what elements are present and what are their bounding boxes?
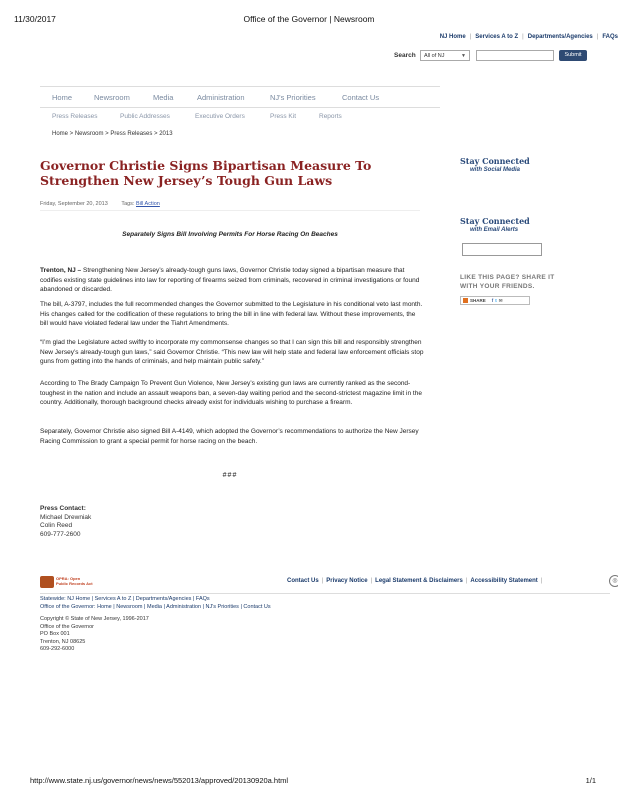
footer-divider xyxy=(40,593,610,594)
article-title: Governor Christie Signs Bipartisan Measure To Strengthen New Jersey’s Tough Gun Laws xyxy=(40,158,372,188)
main-nav xyxy=(40,86,440,108)
subnav-executive-orders[interactable]: Executive Orders xyxy=(195,113,245,120)
opra-logo[interactable] xyxy=(40,575,96,589)
dateline: Trenton, NJ – xyxy=(40,267,82,274)
page-number: 1/1 xyxy=(585,776,596,785)
footer-accessibility[interactable]: Accessibility Statement xyxy=(470,578,538,584)
stay-connected-social[interactable] xyxy=(460,156,530,173)
article-subtitle: Separately Signs Bill Involving Permits For Horse Racing On Beaches xyxy=(122,231,338,238)
footer-statewide[interactable]: Statewide: NJ Home | Services A to Z | Departments/Agencies | FAQs xyxy=(40,596,210,602)
share-button[interactable] xyxy=(460,296,530,305)
paragraph-3: “I’m glad the Legislature acted swiftly to incorporate my commonsense changes so that I can sign this bill and responsibly strengthen New Jersey’s already-tough gun laws,” said Governor Christie. “This new law will help state and federal law enforcement officials stop guns from getting into the hands of criminals, and help maintain public safety.” xyxy=(40,339,424,366)
footer-address xyxy=(40,616,149,654)
opra-logo-text xyxy=(56,576,93,586)
paragraph-1 xyxy=(40,266,425,295)
stay-connected-email[interactable] xyxy=(460,216,530,233)
print-url: http://www.state.nj.us/governor/news/news/552013/approved/20130920a.html xyxy=(30,776,289,785)
toplink-nj-home[interactable]: NJ Home xyxy=(439,34,466,40)
search-scope-value: All of NJ xyxy=(424,53,445,59)
search-bar xyxy=(394,50,618,62)
share-prompt-line-1: LIKE THIS PAGE? SHARE IT xyxy=(460,274,555,281)
top-links: NJ Home | Services A to Z | Departments/Agencies | FAQs xyxy=(439,34,618,40)
address-phone: 609-292-6000 xyxy=(40,646,75,652)
search-submit-button[interactable]: Submit xyxy=(559,50,587,61)
nav-media[interactable]: Media xyxy=(153,93,174,102)
search-label: Search xyxy=(394,52,416,59)
copyright: Copyright © State of New Jersey, 1996-2017 xyxy=(40,616,149,622)
nav-home[interactable]: Home xyxy=(52,93,73,102)
toplink-services[interactable]: Services A to Z xyxy=(475,34,519,40)
toplink-departments[interactable]: Departments/Agencies xyxy=(527,34,593,40)
paragraph-2: The bill, A-3797, includes the full recommended changes the Governor submitted to the Legislature in his conditional veto last month. His changes called for the codification of these regulations to bring the bill in line with federal law. Without these improvements, the bill would have violated federal law under the Tiahrt Amendments. xyxy=(40,301,423,328)
footer-legal[interactable]: Legal Statement & Disclaimers xyxy=(375,578,463,584)
print-title: Office of the Governor | Newsroom xyxy=(243,14,375,24)
state-seal-icon: ◎ xyxy=(609,575,618,587)
share-label: SHARE xyxy=(470,298,486,303)
address-line: PO Box 001 xyxy=(40,631,70,637)
search-input[interactable] xyxy=(476,50,554,61)
press-contact-heading: Press Contact: xyxy=(40,505,86,512)
press-contact-phone: 609-777-2600 xyxy=(40,530,81,538)
paragraph-1-text: Strengthening New Jersey’s already-tough guns laws, Governor Christie today signed a bipartisan measure that codifies existing state guidelines into law for reporting of firearms seized from criminals, recovered in criminal investigations or found abandoned or discarded. xyxy=(40,267,420,294)
opra-logo-icon xyxy=(40,576,54,588)
press-contact-name: Michael Drewniak xyxy=(40,513,92,521)
footer-contact[interactable]: Contact Us xyxy=(287,578,319,584)
footer-links: Contact Us | Privacy Notice | Legal Statement & Disclaimers | Accessibility Statement | xyxy=(287,578,543,584)
toplink-faqs[interactable]: FAQs xyxy=(602,34,618,40)
address-line: Trenton, NJ 08625 xyxy=(40,638,86,645)
facebook-icon: f xyxy=(491,298,494,303)
print-date: 11/30/2017 xyxy=(14,14,56,24)
press-contact xyxy=(40,505,91,539)
email-icon: ✉ xyxy=(498,298,503,303)
footer-privacy[interactable]: Privacy Notice xyxy=(326,578,368,584)
share-prompt-line-2: WITH YOUR FRIENDS. xyxy=(460,282,535,290)
alerts-title: Stay Connected xyxy=(460,216,530,226)
tag-link[interactable]: Bill Action xyxy=(136,201,160,207)
opra-line-1: OPRA: Open xyxy=(56,576,81,581)
subnav-reports[interactable]: Reports xyxy=(319,113,342,120)
breadcrumb[interactable]: Home > Newsroom > Press Releases > 2013 xyxy=(52,131,173,137)
divider xyxy=(40,210,420,211)
nav-administration[interactable]: Administration xyxy=(197,93,245,102)
social-title: Stay Connected xyxy=(460,156,530,166)
nav-contact[interactable]: Contact Us xyxy=(342,93,380,102)
alerts-subtitle: with Email Alerts xyxy=(470,227,519,233)
email-alert-input[interactable] xyxy=(462,243,542,256)
end-mark: ### xyxy=(222,472,238,479)
subnav-public-addresses[interactable]: Public Addresses xyxy=(120,113,170,120)
share-icon xyxy=(463,298,468,303)
address-line: Office of the Governor xyxy=(40,623,95,630)
sub-nav xyxy=(40,113,440,123)
chevron-down-icon: ▼ xyxy=(461,53,466,59)
subnav-press-releases[interactable]: Press Releases xyxy=(52,113,98,120)
footer-office[interactable]: Office of the Governor: Home | Newsroom | Media | Administration | NJ's Priorities | Contact Us xyxy=(40,603,271,610)
paragraph-4: According to The Brady Campaign To Prevent Gun Violence, New Jersey’s existing gun laws are currently ranked as the second-toughest in the nation and include an assault weapons ban, a seven-day waiting period and the second-strictest magazine limit in the country. Additionally, thorough background checks already exist for individuals wishing to purchase a firearm. xyxy=(40,380,422,407)
nav-priorities[interactable]: NJ's Priorities xyxy=(270,93,316,102)
paragraph-5: Separately, Governor Christie also signed Bill A-4149, which adopted the Governor’s recommendations to authorize the New Jersey Racing Commission to grant a special permit for horse racing on the beach. xyxy=(40,428,419,445)
opra-line-2: Public Records Act xyxy=(56,581,93,586)
twitter-icon: t xyxy=(495,298,497,303)
nav-newsroom[interactable]: Newsroom xyxy=(94,93,130,102)
footer-nav xyxy=(40,596,271,611)
article-meta xyxy=(40,201,160,207)
tags-label: Tags: xyxy=(121,201,135,207)
social-subtitle: with Social Media xyxy=(470,167,521,173)
share-prompt xyxy=(460,274,554,291)
search-scope-select[interactable] xyxy=(420,50,470,61)
article-date: Friday, September 20, 2013 xyxy=(40,201,108,207)
subnav-press-kit[interactable]: Press Kit xyxy=(270,113,297,120)
press-contact-name: Colin Reed xyxy=(40,522,73,529)
